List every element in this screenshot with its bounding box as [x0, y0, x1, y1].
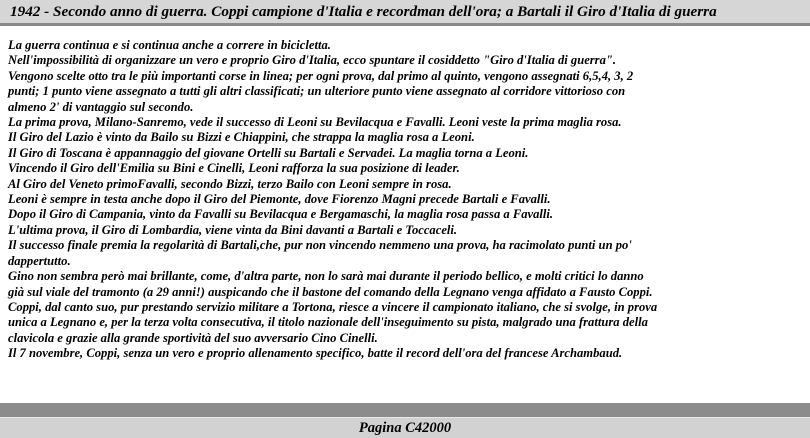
- title-bar: [0, 0, 810, 26]
- text-line: punti; 1 punto viene assegnato a tutti gli altri classificati; un ulteriore punto viene assegnato al corridore vittorioso con: [8, 84, 626, 99]
- footer-divider: [0, 403, 810, 417]
- text-line: Dopo il Giro di Campania, vinto da Favalli su Bevilacqua e Bergamaschi, la maglia rosa passa a Favalli.: [8, 207, 554, 222]
- text-line: Leoni è sempre in testa anche dopo il Giro del Piemonte, dove Fiorenzo Magni precede Bartali e Favalli.: [8, 192, 551, 207]
- text-line: L'ultima prova, il Giro di Lombardia, viene vinta da Bini davanti a Bartali e Toccaceli.: [8, 222, 458, 237]
- text-line: Nell'impossibilità di organizzare un vero e proprio Giro d'Italia, ecco spuntare il cosiddetto "Giro d'Italia di guerra".: [8, 53, 617, 68]
- text-line: già sul viale del tramonto (a 29 anni!) auspicando che il bastone del comando della Legnano venga affidato a Fausto Coppi.: [8, 284, 653, 299]
- page-number-label: Pagina C42000: [358, 420, 452, 436]
- text-line: Al Giro del Veneto primoFavalli, secondo Bizzi, terzo Bailo con Leoni sempre in rosa.: [8, 176, 452, 191]
- text-line: dappertutto.: [8, 253, 71, 268]
- text-line: Il Giro del Lazio è vinto da Bailo su Bizzi e Chiappini, che strappa la maglia rosa a Leoni.: [8, 130, 475, 145]
- text-line: almeno 2' di vantaggio sul secondo.: [8, 99, 194, 114]
- text-line: Gino non sembra però mai brillante, come, d'altra parte, non lo sarà mai durante il periodo bellico, e molti critici lo danno: [8, 269, 644, 284]
- footer-bar: [0, 417, 810, 438]
- article-body: [8, 38, 804, 362]
- text-line: Coppi, dal canto suo, pur prestando servizio militare a Tortona, riesce a vincere il campionato italiano, che si svolge, in prova: [8, 299, 658, 314]
- text-line: La prima prova, Milano-Sanremo, vede il successo di Leoni su Bevilacqua e Favalli. Leoni veste la prima maglia rosa.: [8, 115, 622, 130]
- page-title: 1942 - Secondo anno di guerra. Coppi campione d'Italia e recordman dell'ora; a Bartali il Giro d'Italia di guerra: [10, 3, 717, 20]
- text-line: unica a Legnano e, per la terza volta consecutiva, il titolo nazionale dell'inseguimento su pista, malgrado una frattura della: [8, 315, 648, 330]
- text-line: Il successo finale premia la regolarità di Bartali,che, pur non vincendo nemmeno una prova, ha racimolato punti un po': [8, 238, 632, 253]
- text-line: Vincendo il Giro dell'Emilia su Bini e Cinelli, Leoni rafforza la sua posizione di leader.: [8, 161, 460, 176]
- text-line: La guerra continua e si continua anche a correre in bicicletta.: [8, 38, 331, 52]
- text-line: Il Giro di Toscana è appannaggio del giovane Ortelli su Bartali e Servadei. La maglia torna a Leoni.: [8, 145, 529, 160]
- text-line: clavicola e grazie alla grande sportività del suo avversario Cino Cinelli.: [8, 330, 378, 345]
- text-line: Il 7 novembre, Coppi, senza un vero e proprio allenamento specifico, batte il record dell'ora del francese Archambaud.: [8, 346, 623, 361]
- text-line: Vengono scelte otto tra le più importanti corse in linea; per ogni prova, dal primo al quinto, vengono assegnati 6,5,4, 3, 2: [8, 68, 634, 83]
